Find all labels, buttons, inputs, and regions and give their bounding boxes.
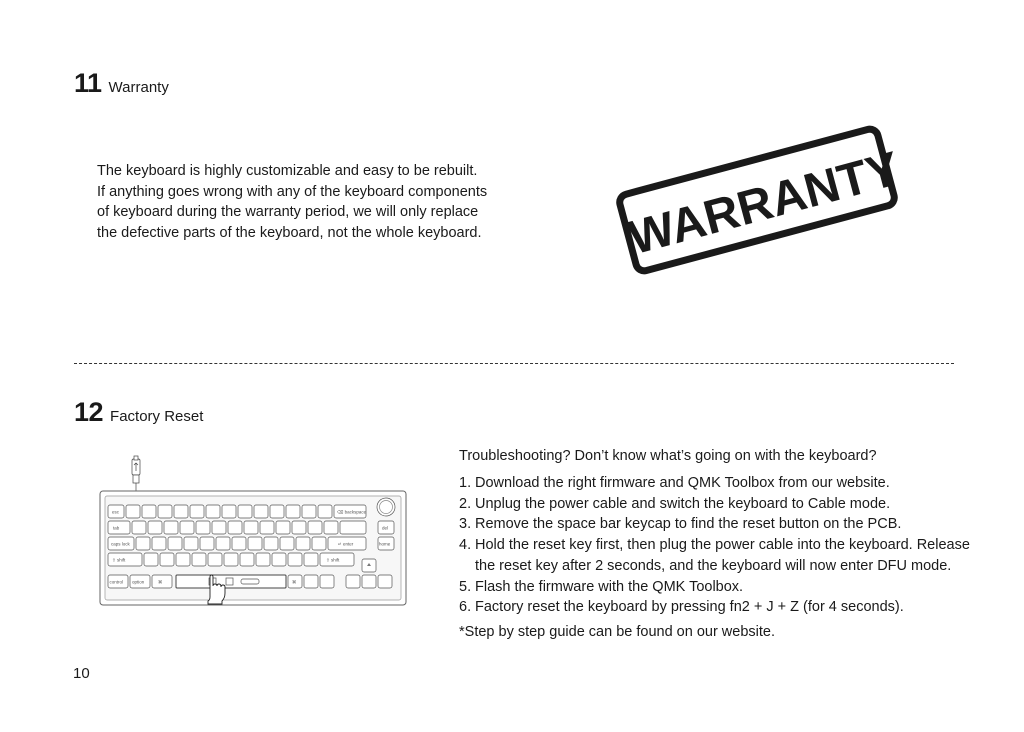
section-title: Factory Reset [110,408,204,425]
key-esc: esc [112,509,120,515]
key-home: home [379,541,391,547]
svg-text:⌘: ⌘ [292,579,297,585]
key-tab: tab [113,525,120,531]
website-note: *Step by step guide can be found on our website. [459,623,775,640]
key-left-shift: ⇧ shift [112,557,126,563]
key-control: control [109,579,124,585]
section-number: 11 [74,68,102,98]
warranty-stamp-text: WARRANTY [623,141,905,265]
svg-text:⌘: ⌘ [158,579,163,585]
step-item: 1. Download the right firmware and QMK Toolbox from our website. [459,475,890,491]
section-12-header [74,397,203,428]
section-number: 12 [74,397,104,427]
key-option: option [132,579,145,585]
warranty-line: The keyboard is highly customizable and easy to be rebuilt. [97,163,478,179]
key-enter: ↵ enter [338,541,354,547]
page-number: 10 [73,665,90,682]
step-item: 6. Factory reset the keyboard by pressing fn2 + J + Z (for 4 seconds). [459,599,904,616]
steps-list [459,473,979,618]
warranty-stamp [614,123,905,277]
section-title: Warranty [108,79,169,96]
troubleshooting-intro: Troubleshooting? Don’t know what’s going on with the keyboard? [459,448,877,464]
section-divider [74,363,954,364]
section-11-header [74,68,169,99]
step-item: 4. Hold the reset key first, then plug the power cable into the keyboard. Release the reset key after 2 seconds, and the keyboard will now enter DFU mode. [459,537,970,574]
keyboard-row-2 [108,521,394,534]
key-del: del [382,525,389,531]
usb-cable-icon [132,456,140,491]
warranty-paragraph [97,161,537,244]
key-backspace: ⌫ backspace [337,509,367,515]
warranty-line: of keyboard during the warranty period, we will only replace [97,204,479,221]
key-caps-lock: caps lock [111,541,130,547]
step-item: 5. Flash the firmware with the QMK Toolbox. [459,578,744,595]
warranty-line: If anything goes wrong with any of the keyboard components [97,183,488,200]
key-right-shift: ⇧ shift [326,557,340,563]
keyboard-illustration [96,455,412,609]
factory-reset-instructions [459,446,979,642]
step-item: 3. Remove the space bar keycap to find the reset button on the PCB. [459,516,902,533]
warranty-line: the defective parts of the keyboard, not the whole keyboard. [97,225,482,242]
step-item: 2. Unplug the power cable and switch the keyboard to Cable mode. [459,495,891,512]
